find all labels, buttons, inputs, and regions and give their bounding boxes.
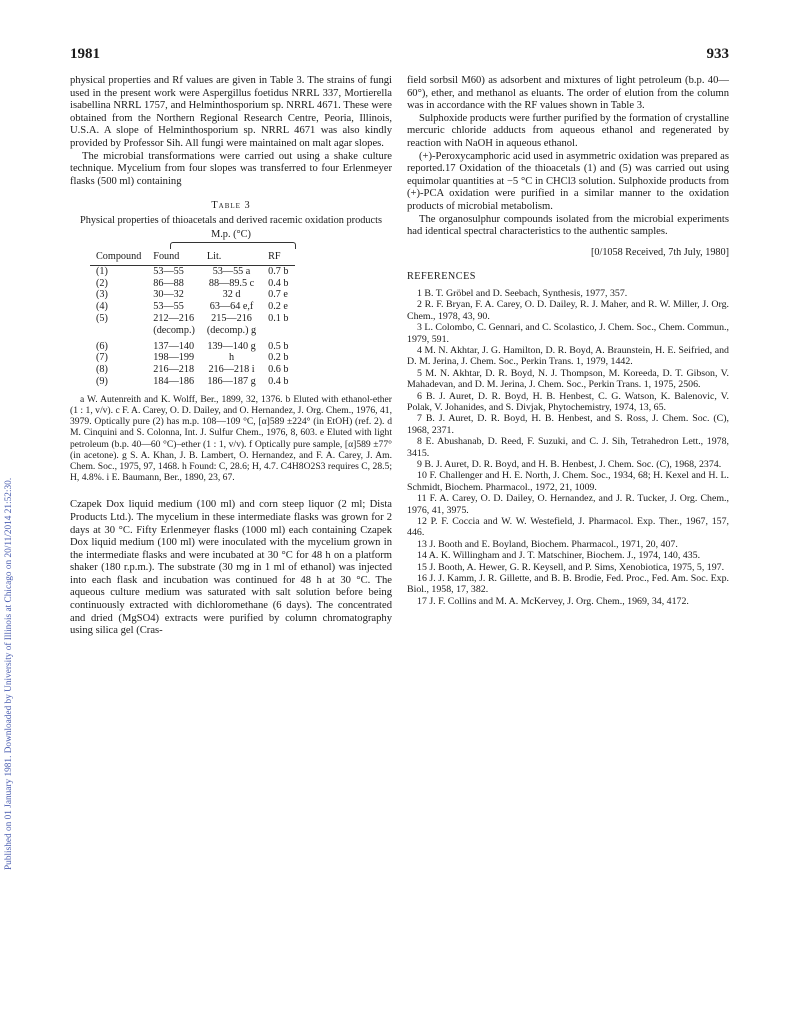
cell [90, 325, 147, 337]
table-row [90, 265, 295, 277]
cell: 137—140 [153, 340, 195, 352]
cell: (1) [96, 265, 108, 277]
cell: 0.2 e [268, 301, 288, 313]
cell: 53—55 [153, 301, 184, 313]
cell: 30—32 [153, 289, 184, 301]
reference-item: 6 B. J. Auret, D. R. Boyd, H. B. Henbest, C. G. Watson, K. Balenovic, V. Polak, V. Johanides, and S. Divjak, Phytochemistry, 1974, 13, 65. [407, 390, 729, 413]
reference-item: 7 B. J. Auret, D. R. Boyd, H. B. Henbest, and S. Ross, J. Chem. Soc. (C), 1968, 2371. [407, 413, 729, 436]
reference-item: 17 J. F. Collins and M. A. McKervey, J. Org. Chem., 1969, 34, 4172. [417, 595, 689, 607]
page-number: 933 [706, 46, 729, 62]
cell: 139—140 g [207, 340, 256, 352]
paragraph: The organosulphur compounds isolated from the microbial experiments had identical spectral characteristics to the authentic samples. [407, 213, 729, 238]
cell: h [228, 352, 235, 364]
cell: 63—64 e,f [209, 301, 254, 313]
received-date: [0/1058 Received, 7th July, 1980] [591, 246, 729, 258]
reference-item: 4 M. N. Akhtar, J. G. Hamilton, D. R. Boyd, A. Braunstein, H. E. Seifried, and D. M. Jerina, J. Chem. Soc., Perkin Trans. 1, 1979, 1442. [407, 344, 729, 368]
paragraph: physical properties and Rf values are given in Table 3. The strains of fungi used in the present work were Aspergillus foetidus NRRL 337, Mortierella isabellina NRRL 1757, and Helminthosporium sp. NRRL 4671. These were obtained from the Northern Regional Research Centre, Peoria, Illinois, U.S.A. A slope of Helminthosporium sp. NRRL 4671 was also kindly provided by Professor Sih. All fungi were maintained on malt agar slopes. [70, 75, 392, 149]
right-column [407, 75, 729, 607]
cell: 198—199 [153, 352, 195, 364]
cell: 53—55 a [212, 265, 251, 277]
cell: 216—218 i [208, 364, 255, 376]
left-column [70, 75, 392, 638]
cell: 32 d [222, 289, 241, 301]
column-header-found: Found [147, 251, 201, 265]
table-header-row [90, 251, 295, 265]
cell: 0.7 e [268, 289, 288, 301]
table-row [90, 278, 295, 290]
reference-item: 2 R. F. Bryan, F. A. Carey, O. D. Dailey, R. J. Maher, and R. W. Miller, J. Org. Chem., 1978, 43, 90. [407, 299, 729, 322]
table-caption: Physical properties of thioacetals and derived racemic oxidation products [80, 214, 382, 226]
cell: 0.5 b [268, 340, 289, 352]
cell: 0.4 b [268, 375, 289, 387]
download-watermark-text: Published on 01 January 1981. Downloaded by University of Illinois at Chicago on 20/11/2014 21:52:30. [4, 477, 14, 870]
table-3 [70, 200, 392, 483]
table-row [90, 301, 295, 313]
cell: (decomp.) g [206, 324, 257, 336]
cell: (2) [96, 277, 108, 289]
reference-item: 12 P. F. Coccia and W. W. Westefield, J. Pharmacol. Exp. Ther., 1967, 157, 446. [407, 516, 729, 539]
cell: (3) [96, 289, 108, 301]
paragraph: field sorbsil M60) as adsorbent and mixtures of light petroleum (b.p. 40—60°), ether, and methanol as eluants. The order of elution from the column was in accordance with the RF values shown in Table 3. [407, 75, 729, 112]
cell: 0.4 b [268, 277, 289, 289]
cell: 216—218 [153, 364, 195, 376]
table-row [90, 376, 295, 388]
cell: 186—187 g [207, 375, 256, 387]
table-footnotes: a W. Autenreith and K. Wolff, Ber., 1899, 32, 1376. b Eluted with ethanol-ether (1 : 1, v/v). c F. A. Carey, O. D. Dailey, and O. Hernandez, J. Org. Chem., 1976, 41, 3979. Optically pure (2) has m.p. 108—109 °C, [α]589 ±224° (in EtOH) (ref. 2). d M. Cinquini and S. Colonna, Int. J. Sulfur Chem., 1976, 8, 603. e Eluted with light petroleum (b.p. 40—60 °C)–ether (1 : 1, v/v). f Optically pure sample, [α]589 ±77° (in acetone). g S. A. Khan, J. B. Lambert, O. Hernandez, and F. A. Carey, J. Am. Chem. Soc., 1975, 97, 1468. h Found: C, 28.6; H, 4.7. C4H8O2S3 requires C, 28.5; H, 4.8%. i E. Baumann, Ber., 1890, 23, 67. [70, 393, 392, 484]
cell: 86—88 [153, 277, 184, 289]
references-heading: REFERENCES [407, 271, 476, 283]
table-row [90, 289, 295, 301]
cell: (decomp.) [153, 324, 195, 336]
year-header: 1981 [70, 46, 100, 62]
reference-item: 13 J. Booth and E. Boyland, Biochem. Pharmacol., 1971, 20, 407. [417, 538, 678, 550]
paragraph: Czapek Dox liquid medium (100 ml) and corn steep liquor (2 ml; Dista Products Ltd.). The mycelium in these intermediate flasks was grown for 2 days at 30 °C. Fifty Erlenmeyer flasks (1000 ml) each containing Czapek Dox liquid medium (100 ml) were inoculated with the mycelium grown in the intermediate flasks and were incubated at 30 °C for 48 h on a platform shaker (180 r.p.m.). The substrate (30 mg in 1 ml of ethanol) was injected into each flask and incubation was continued for 48 h at 30 °C. The aqueous culture medium was saturated with salt solution before being continuously extracted with dichloromethane (6 days). The concentrated and dried (MgSO4) extracts were purified by column chromatography using silica gel (Cras- [70, 499, 392, 637]
column-header-compound: Compound [90, 251, 147, 265]
cell: 0.1 b [268, 312, 289, 324]
column-header-rf: RF [262, 251, 294, 265]
reference-item: 1 B. T. Gröbel and D. Seebach, Synthesis, 1977, 357. [417, 287, 628, 299]
cell: 0.7 b [268, 265, 289, 277]
mp-column-group-header: M.p. (°C) [211, 229, 251, 241]
cell: (7) [96, 352, 108, 364]
cell: 215—216 [211, 312, 252, 324]
header-brace [170, 242, 296, 249]
reference-item: 3 L. Colombo, C. Gennari, and C. Scolastico, J. Chem. Soc., Chem. Commun., 1979, 591. [407, 322, 729, 345]
cell: 0.6 b [268, 364, 289, 376]
reference-item: 9 B. J. Auret, D. R. Boyd, and H. B. Henbest, J. Chem. Soc. (C), 1968, 2374. [417, 459, 722, 470]
table-row [90, 352, 295, 364]
download-watermark [4, 150, 18, 870]
cell: (6) [96, 340, 108, 352]
cell: (4) [96, 301, 108, 313]
column-header-lit: Lit. [201, 251, 262, 265]
table-row [90, 313, 295, 325]
cell: 184—186 [153, 375, 195, 387]
reference-item: 15 J. Booth, A. Hewer, G. R. Keysell, and P. Sims, Xenobiotica, 1975, 5, 197. [417, 561, 725, 573]
reference-item: 16 J. J. Kamm, J. R. Gillette, and B. B. Brodie, Fed. Proc., Fed. Am. Soc. Exp. Biol., 1958, 17, 382. [407, 573, 729, 596]
cell: (5) [96, 312, 108, 324]
paragraph: Sulphoxide products were further purified by the formation of crystalline mercuric chloride adducts from aqueous ethanol and regenerated by reaction with NaOH in aqueous ethanol. [407, 112, 729, 149]
cell [262, 325, 294, 337]
reference-item: 11 F. A. Carey, O. D. Dailey, O. Hernandez, and J. R. Tucker, J. Org. Chem., 1976, 41, 3975. [407, 493, 729, 516]
cell: 88—89.5 c [208, 277, 255, 289]
table-row [90, 325, 295, 337]
table-row [90, 364, 295, 376]
reference-item: 5 M. N. Akhtar, D. R. Boyd, N. J. Thompson, M. Koreeda, D. T. Gibson, V. Mahadevan, and D. M. Jerina, J. Chem. Soc., Perkin Trans. 1, 1975, 2506. [407, 367, 729, 391]
cell: (9) [96, 375, 108, 387]
reference-item: 8 E. Abushanab, D. Reed, F. Suzuki, and C. J. Sih, Tetrahedron Lett., 1978, 3415. [407, 436, 729, 459]
cell: 0.2 b [268, 352, 289, 364]
cell: 212—216 [153, 312, 195, 324]
paragraph: The microbial transformations were carried out using a shake culture technique. Mycelium from four slopes was transferred to four Erlenmeyer flasks (500 ml) containing [70, 150, 392, 187]
reference-item: 14 A. K. Willingham and J. T. Matschiner, Biochem. J., 1974, 140, 435. [417, 550, 701, 562]
paragraph: (+)-Peroxycamphoric acid used in asymmetric oxidation was prepared as reported.17 Oxidation of the thioacetals (1) and (5) was carried out using equimolar quantities at −5 °C in CHCl3 solution. Sulphoxide products from (+)-PCA oxidation were purified in a similar manner to the oxidation products of microbial metabolism. [407, 150, 729, 212]
table-label: Table 3 [211, 200, 251, 212]
properties-table [90, 251, 295, 388]
reference-item: 10 F. Challenger and H. E. North, J. Chem. Soc., 1934, 68; H. Kexel and H. L. Schmidt, Biochem. Pharmacol., 1972, 21, 1009. [407, 470, 729, 493]
cell: 53—55 [153, 265, 184, 277]
cell: (8) [96, 364, 108, 376]
table-row [90, 337, 295, 353]
